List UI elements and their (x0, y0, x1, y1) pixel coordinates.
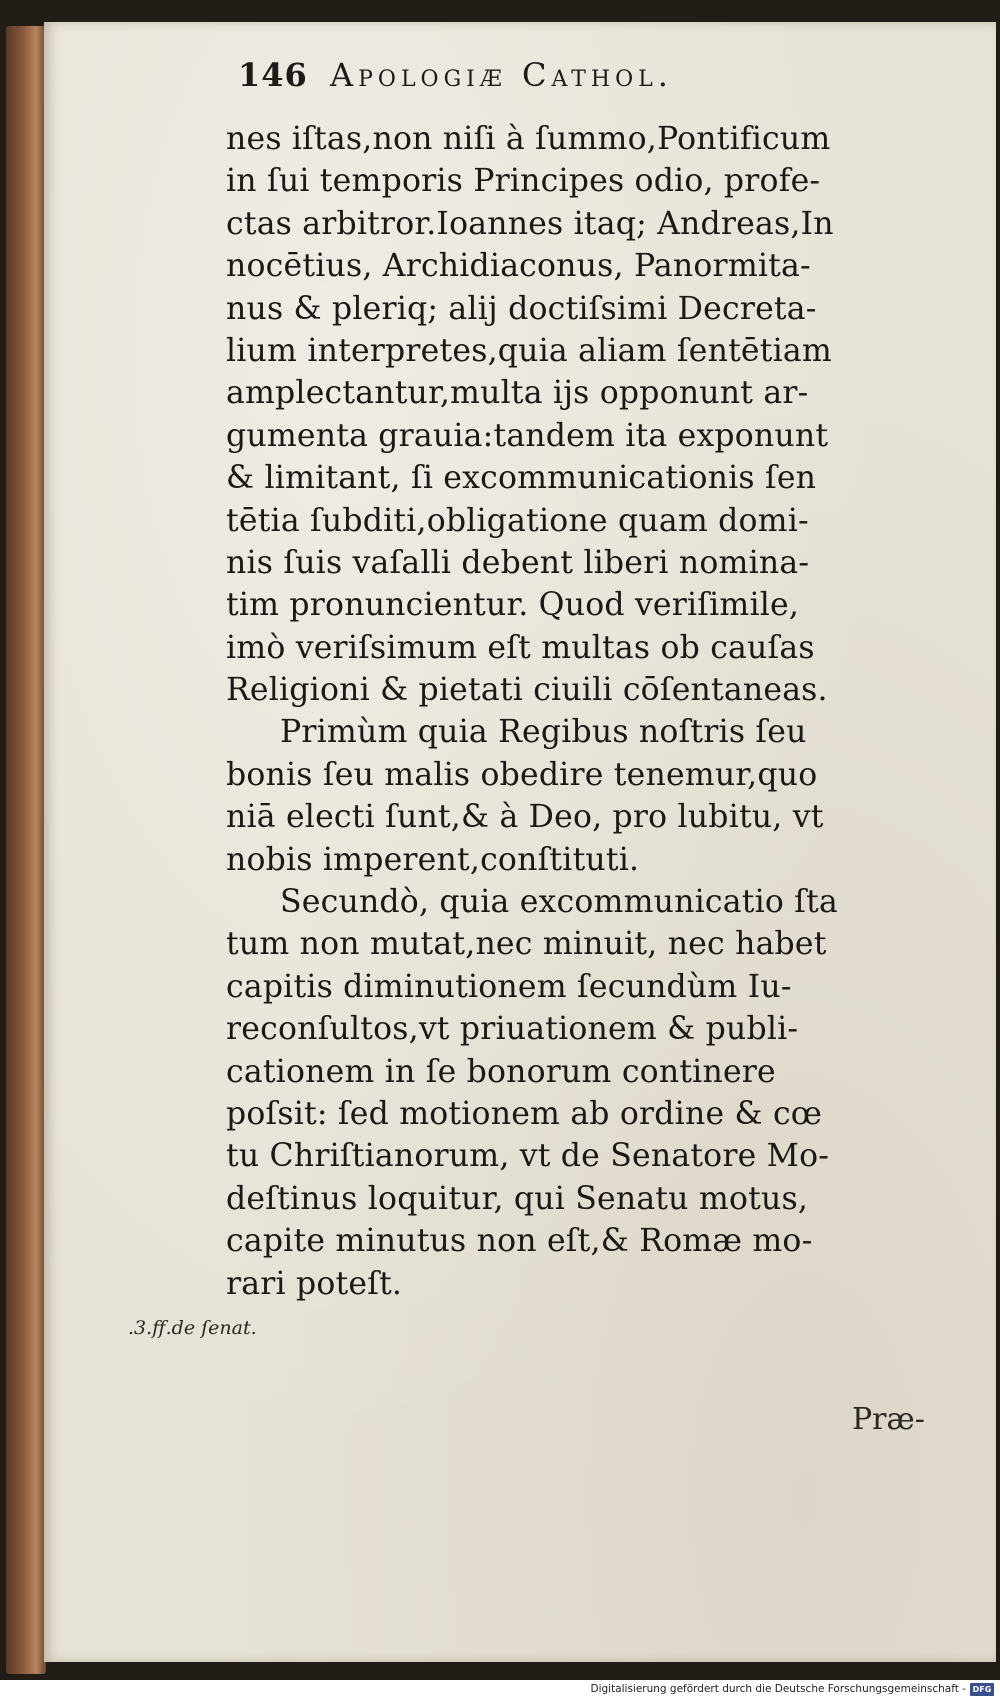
text-line: nocētius, Archidiaconus, Panormita- (226, 248, 811, 285)
text-line: rari poteſt. (226, 1265, 403, 1302)
text-line: capitis diminutionem ſecundùm Iu- (226, 968, 792, 1005)
text-line: imò veriſsimum eſt multas ob cauſas (226, 629, 815, 666)
text-line: nis ſuis vaſalli debent liberi nomina- (226, 544, 810, 581)
body-text (226, 118, 900, 1305)
page-header (238, 56, 878, 116)
footer-credit: Digitalisierung gefördert durch die Deutsche Forschungsgemeinschaft - (590, 1683, 966, 1695)
text-line: Religioni & pietati ciuili cōſentaneas. (226, 672, 828, 709)
text-line: capite minutus non eſt,& Romæ mo- (226, 1223, 813, 1260)
text-line: in ſui temporis Principes odio, profe- (226, 163, 821, 200)
text-line: nus & pleriq; alij doctiſsimi Decreta- (226, 290, 817, 327)
text-line: Secundò, quia excommunicatio ſta (280, 884, 838, 921)
text-line: amplectantur,multa ijs opponunt ar- (226, 375, 809, 412)
text-line: niā electi ſunt,& à Deo, pro lubitu, vt (226, 799, 824, 836)
page-number: 146 (238, 56, 308, 94)
text-line: tim pronuncientur. Quod veriſimile, (226, 587, 800, 624)
text-line: lium interpretes,quia aliam ſentētiam (226, 332, 832, 369)
text-line: reconſultos,vt priuationem & publi- (226, 1011, 799, 1048)
text-line: deſtinus loquitur, qui Senatu motus, (226, 1180, 809, 1217)
margin-note: .3.ff.de ſenat. (128, 1317, 257, 1339)
text-line: tum non mutat,nec minuit, nec habet (226, 926, 827, 963)
text-line: tu Chriſtianorum, vt de Senatore Mo- (226, 1138, 830, 1175)
dfg-logo: DFG (970, 1683, 994, 1696)
footer-bar (0, 1680, 1000, 1700)
text-line: nobis imperent,conſtituti. (226, 841, 640, 878)
text-line: gumenta grauia:tandem ita exponunt (226, 417, 829, 454)
text-line: bonis ſeu malis obedire tenemur,quo (226, 756, 818, 793)
catchword: Præ- (852, 1402, 925, 1437)
text-line: & limitant, ſi excommunicationis ſen (226, 460, 817, 497)
text-line: poſsit: ſed motionem ab ordine & cœ (226, 1095, 823, 1132)
text-line: Primùm quia Regibus noſtris ſeu (280, 714, 807, 751)
running-title: Apologiæ Cathol. (330, 56, 673, 94)
text-line: tētia ſubditi,obligatione quam domi- (226, 502, 809, 539)
book-binding-edge (6, 26, 46, 1674)
text-line: ctas arbitror.Ioannes itaq; Andreas,In (226, 205, 834, 242)
text-line: nes iſtas,non niſi à ſummo,Pontificum (226, 121, 831, 157)
text-line: cationem in ſe bonorum continere (226, 1053, 776, 1090)
